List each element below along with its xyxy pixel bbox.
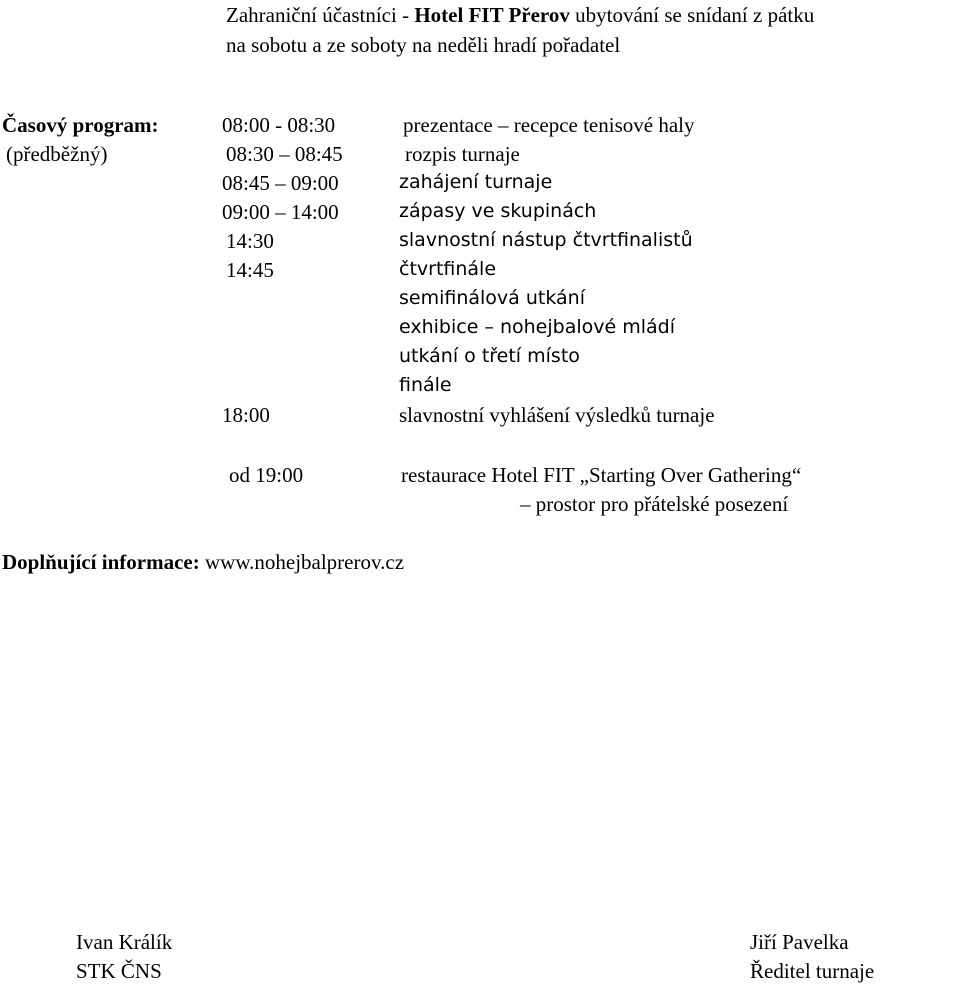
schedule-event: slavnostní vyhlášení výsledků turnaje: [399, 403, 715, 427]
schedule-row: [0, 171, 960, 200]
evening-time: od 19:00: [229, 463, 304, 487]
intro-line1-rest: ubytování se snídaní z pátku: [569, 3, 815, 27]
info-line: [2, 550, 404, 575]
evening-event: restaurace Hotel FIT „Starting Over Gathering“: [401, 463, 802, 487]
schedule-row: [0, 200, 960, 229]
schedule-row: [0, 258, 960, 287]
evening-event-continuation: – prostor pro přátelské posezení: [520, 492, 789, 516]
schedule-event: čtvrtfinále: [399, 258, 497, 280]
schedule-time: 08:00 - 08:30: [222, 113, 336, 137]
schedule-event: finále: [399, 374, 452, 396]
schedule-row: [0, 229, 960, 258]
signature-right-role: Ředitel turnaje: [750, 959, 875, 983]
schedule-event: semifinálová utkání: [399, 287, 585, 309]
intro-prefix: Zahraniční účastníci -: [226, 3, 415, 27]
schedule-event: zápasy ve skupinách: [399, 200, 597, 222]
signature-left-name: Ivan Králík: [76, 930, 173, 954]
schedule-event: prezentace – recepce tenisové haly: [403, 113, 695, 137]
intro-line-2: na sobotu a ze soboty na neděli hradí pořadatel: [226, 33, 621, 57]
schedule-row: [0, 403, 960, 432]
schedule-event: exhibice – nohejbalové mládí: [399, 316, 676, 338]
intro-line-1: [226, 0, 814, 30]
schedule-row: [0, 287, 960, 316]
schedule-heading: Časový program:: [2, 113, 159, 137]
schedule-row: [0, 113, 960, 142]
schedule-time: 14:45: [226, 258, 274, 282]
schedule-time: 08:45 – 09:00: [222, 171, 339, 195]
intro-paragraph: [226, 0, 814, 60]
schedule-subheading: (předběžný): [6, 142, 108, 166]
schedule-row: [0, 316, 960, 345]
schedule-event: zahájení turnaje: [399, 171, 553, 193]
schedule-time: 14:30: [226, 229, 274, 253]
signature-left-role: STK ČNS: [76, 959, 162, 983]
schedule-event: utkání o třetí místo: [399, 345, 580, 367]
schedule-time: 18:00: [222, 403, 270, 427]
schedule-row: [0, 374, 960, 403]
schedule-event: slavnostní nástup čtvrtfinalistů: [399, 229, 693, 251]
signature-right-name: Jiří Pavelka: [750, 930, 849, 954]
info-url[interactable]: www.nohejbalprerov.cz: [204, 550, 405, 574]
schedule-time: 08:30 – 08:45: [226, 142, 343, 166]
schedule-row: [0, 345, 960, 374]
hotel-name: Hotel FIT Přerov: [414, 3, 570, 27]
info-label: Doplňující informace:: [2, 550, 200, 574]
schedule-event: rozpis turnaje: [405, 142, 520, 166]
schedule-row: [0, 142, 960, 171]
schedule-time: 09:00 – 14:00: [222, 200, 339, 224]
